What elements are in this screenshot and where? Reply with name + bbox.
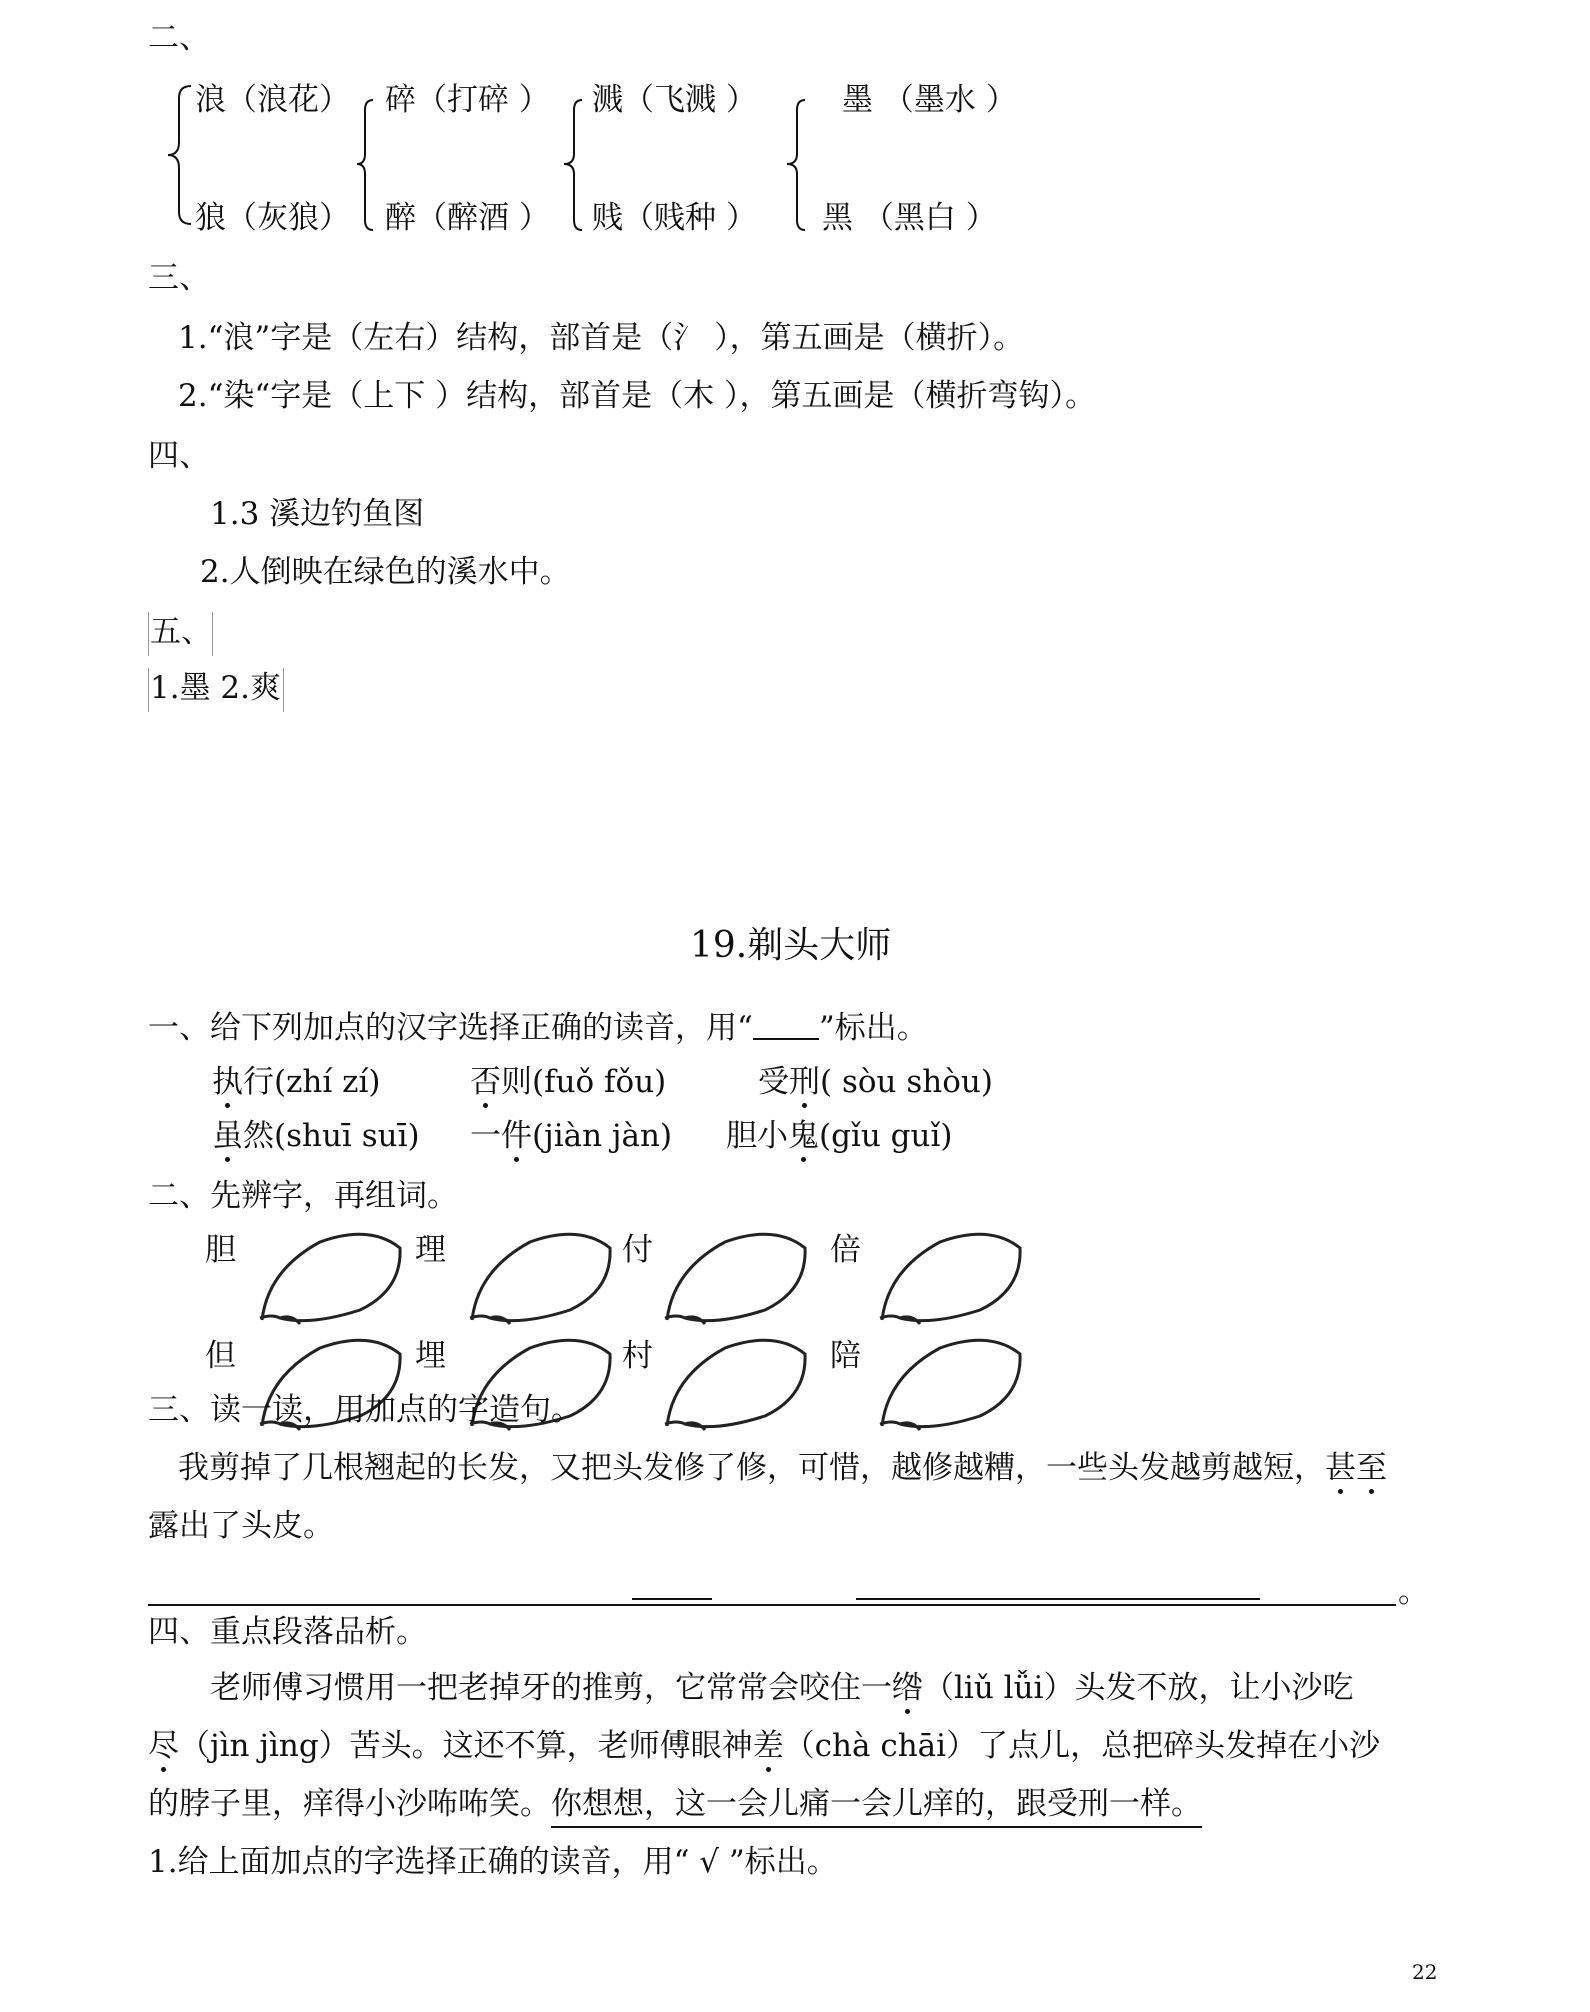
section-3-line-2: 2.“染“字是（上下 ）结构，部首是（木 ），第五画是（横折弯钩）。 (178, 378, 1096, 414)
leaf-answer-box[interactable] (460, 1220, 620, 1330)
q2-char-top-4: 倍 (830, 1232, 861, 1268)
q1-item-text: ( sòu shòu) (820, 1064, 993, 1100)
answer-line[interactable] (148, 1604, 582, 1606)
q1-item-text: 受 (758, 1064, 789, 1100)
group-1-top: 浪（浪花） (195, 82, 350, 118)
q4-text: （chà chāi）了点儿，总把碎头发掉在小沙 (783, 1728, 1381, 1764)
q1-item-5 (470, 1116, 672, 1156)
underlined-sentence: 你想想，这一会儿痛一会儿痒的，跟受刑一样。 (551, 1786, 1202, 1828)
group-4-top: 墨 （墨水 ） (842, 82, 1017, 118)
q4-heading: 四、重点段落品析。 (148, 1614, 427, 1650)
leaf-answer-box[interactable] (655, 1326, 815, 1436)
q3-text: 我剪掉了几根翘起的长发，又把头发修了修，可惜，越修越糟，一些头发越剪越短， (178, 1450, 1325, 1486)
leaf-answer-box[interactable] (870, 1326, 1030, 1436)
q4-paragraph-line-2 (148, 1726, 1380, 1766)
answer-line[interactable] (712, 1604, 856, 1606)
page-number: 22 (1412, 1960, 1438, 1984)
answer-line[interactable] (582, 1604, 712, 1606)
q4-text: （jìn jìng）苦头。这还不算，老师傅眼神 (179, 1728, 753, 1764)
q1-heading-pre: 一、给下列加点的汉字选择正确的读音，用“ (148, 1010, 753, 1046)
text-cursor-mark (148, 668, 149, 712)
q1-heading-post: ”标出。 (818, 1010, 928, 1046)
q2-char-bottom-1: 但 (205, 1338, 236, 1374)
brace-4 (785, 96, 809, 236)
q1-item-1 (212, 1062, 381, 1102)
q1-underline-mark (753, 1008, 819, 1040)
q1-item-4 (212, 1116, 420, 1156)
section-2-heading: 二、 (148, 20, 210, 56)
q1-item-text: 然(shuī suī) (243, 1118, 420, 1154)
dotted-char: 刑 (789, 1064, 820, 1100)
q2-char-top-2: 理 (415, 1232, 446, 1268)
q1-item-text: 行(zhí zí) (243, 1064, 381, 1100)
q1-item-2 (470, 1062, 666, 1102)
text-cursor-mark (148, 612, 149, 656)
q2-char-top-3: 付 (622, 1232, 653, 1268)
brace-2 (355, 96, 377, 236)
group-4-bottom: 黑 （黑白 ） (822, 200, 997, 236)
q4-paragraph-line-3 (148, 1784, 1202, 1824)
q1-item-text: (gǐu guǐ) (819, 1118, 953, 1154)
dotted-char: 虽 (212, 1118, 243, 1154)
q4-paragraph-line-1 (210, 1668, 1353, 1708)
q3-heading: 三、读一读，用加点的字造句。 (148, 1392, 582, 1428)
q4-text: （liǔ lǚi）头发不放，让小沙吃 (923, 1670, 1354, 1706)
q3-paragraph-line-1 (178, 1448, 1387, 1488)
leaf-answer-box[interactable] (870, 1220, 1030, 1330)
section-3-line-1: 1.“浪”字是（左右）结构，部首是（氵 ），第五画是（横折）。 (178, 320, 1025, 356)
section-4-line-2: 2.人倒映在绿色的溪水中。 (200, 554, 571, 590)
section-4-heading: 四、 (148, 438, 210, 474)
q2-char-bottom-2: 埋 (415, 1338, 446, 1374)
answer-line[interactable] (856, 1604, 1260, 1606)
q4-text: 的脖子里，痒得小沙咘咘笑。 (148, 1786, 551, 1822)
dotted-char: 尽 (148, 1728, 179, 1764)
dotted-char: 件 (501, 1118, 532, 1154)
brace-1 (165, 80, 195, 230)
q1-item-3 (758, 1062, 993, 1102)
q1-heading (148, 1008, 928, 1048)
answer-line (632, 1598, 712, 1600)
dotted-char: 否 (470, 1064, 501, 1100)
q2-char-bottom-3: 村 (622, 1338, 653, 1374)
q1-item-text: 胆小 (726, 1118, 788, 1154)
section-5-heading: 五、 (150, 614, 212, 650)
q1-item-6 (726, 1116, 953, 1156)
text-cursor-mark (283, 668, 284, 712)
q2-char-top-1: 胆 (205, 1232, 236, 1268)
answer-end-mark: 。 (1398, 1574, 1429, 1610)
q3-paragraph-line-2: 露出了头皮。 (148, 1508, 334, 1544)
lesson-title: 19.剃头大师 (690, 925, 892, 966)
dotted-char: 差 (752, 1728, 784, 1764)
q2-heading: 二、先辨字，再组词。 (148, 1178, 458, 1214)
q4-text: 老师傅习惯用一把老掉牙的推剪，它常常会咬住一 (210, 1670, 892, 1706)
dotted-char: 甚 (1325, 1450, 1356, 1486)
q1-item-text: (jiàn jàn) (532, 1118, 673, 1154)
group-1-bottom: 狼（灰狼） (195, 200, 350, 236)
leaf-answer-box[interactable] (655, 1220, 815, 1330)
answer-line (856, 1598, 1260, 1600)
brace-3 (562, 96, 586, 236)
group-2-top: 碎（打碎 ） (385, 82, 550, 118)
group-3-bottom: 贱（贱种 ） (592, 200, 757, 236)
dotted-char: 至 (1356, 1450, 1387, 1486)
dotted-char: 绺 (892, 1670, 923, 1706)
q1-item-text: 则(fuǒ fǒu) (501, 1064, 667, 1100)
text-cursor-mark (212, 612, 213, 656)
section-4-line-1: 1.3 溪边钓鱼图 (210, 496, 425, 532)
section-3-heading: 三、 (148, 260, 210, 296)
q1-item-text: 一 (470, 1118, 501, 1154)
section-5-answer: 1.墨 2.爽 (150, 670, 282, 706)
leaf-answer-box[interactable] (250, 1220, 410, 1330)
q4-sub-question-1: 1.给上面加点的字选择正确的读音，用“ √ ”标出。 (148, 1844, 838, 1880)
dotted-char: 鬼 (788, 1118, 819, 1154)
answer-line[interactable] (1260, 1604, 1396, 1606)
q2-char-bottom-4: 陪 (830, 1338, 861, 1374)
group-3-top: 溅（飞溅 ） (592, 82, 757, 118)
group-2-bottom: 醉（醉酒 ） (385, 200, 550, 236)
dotted-char: 执 (212, 1064, 243, 1100)
